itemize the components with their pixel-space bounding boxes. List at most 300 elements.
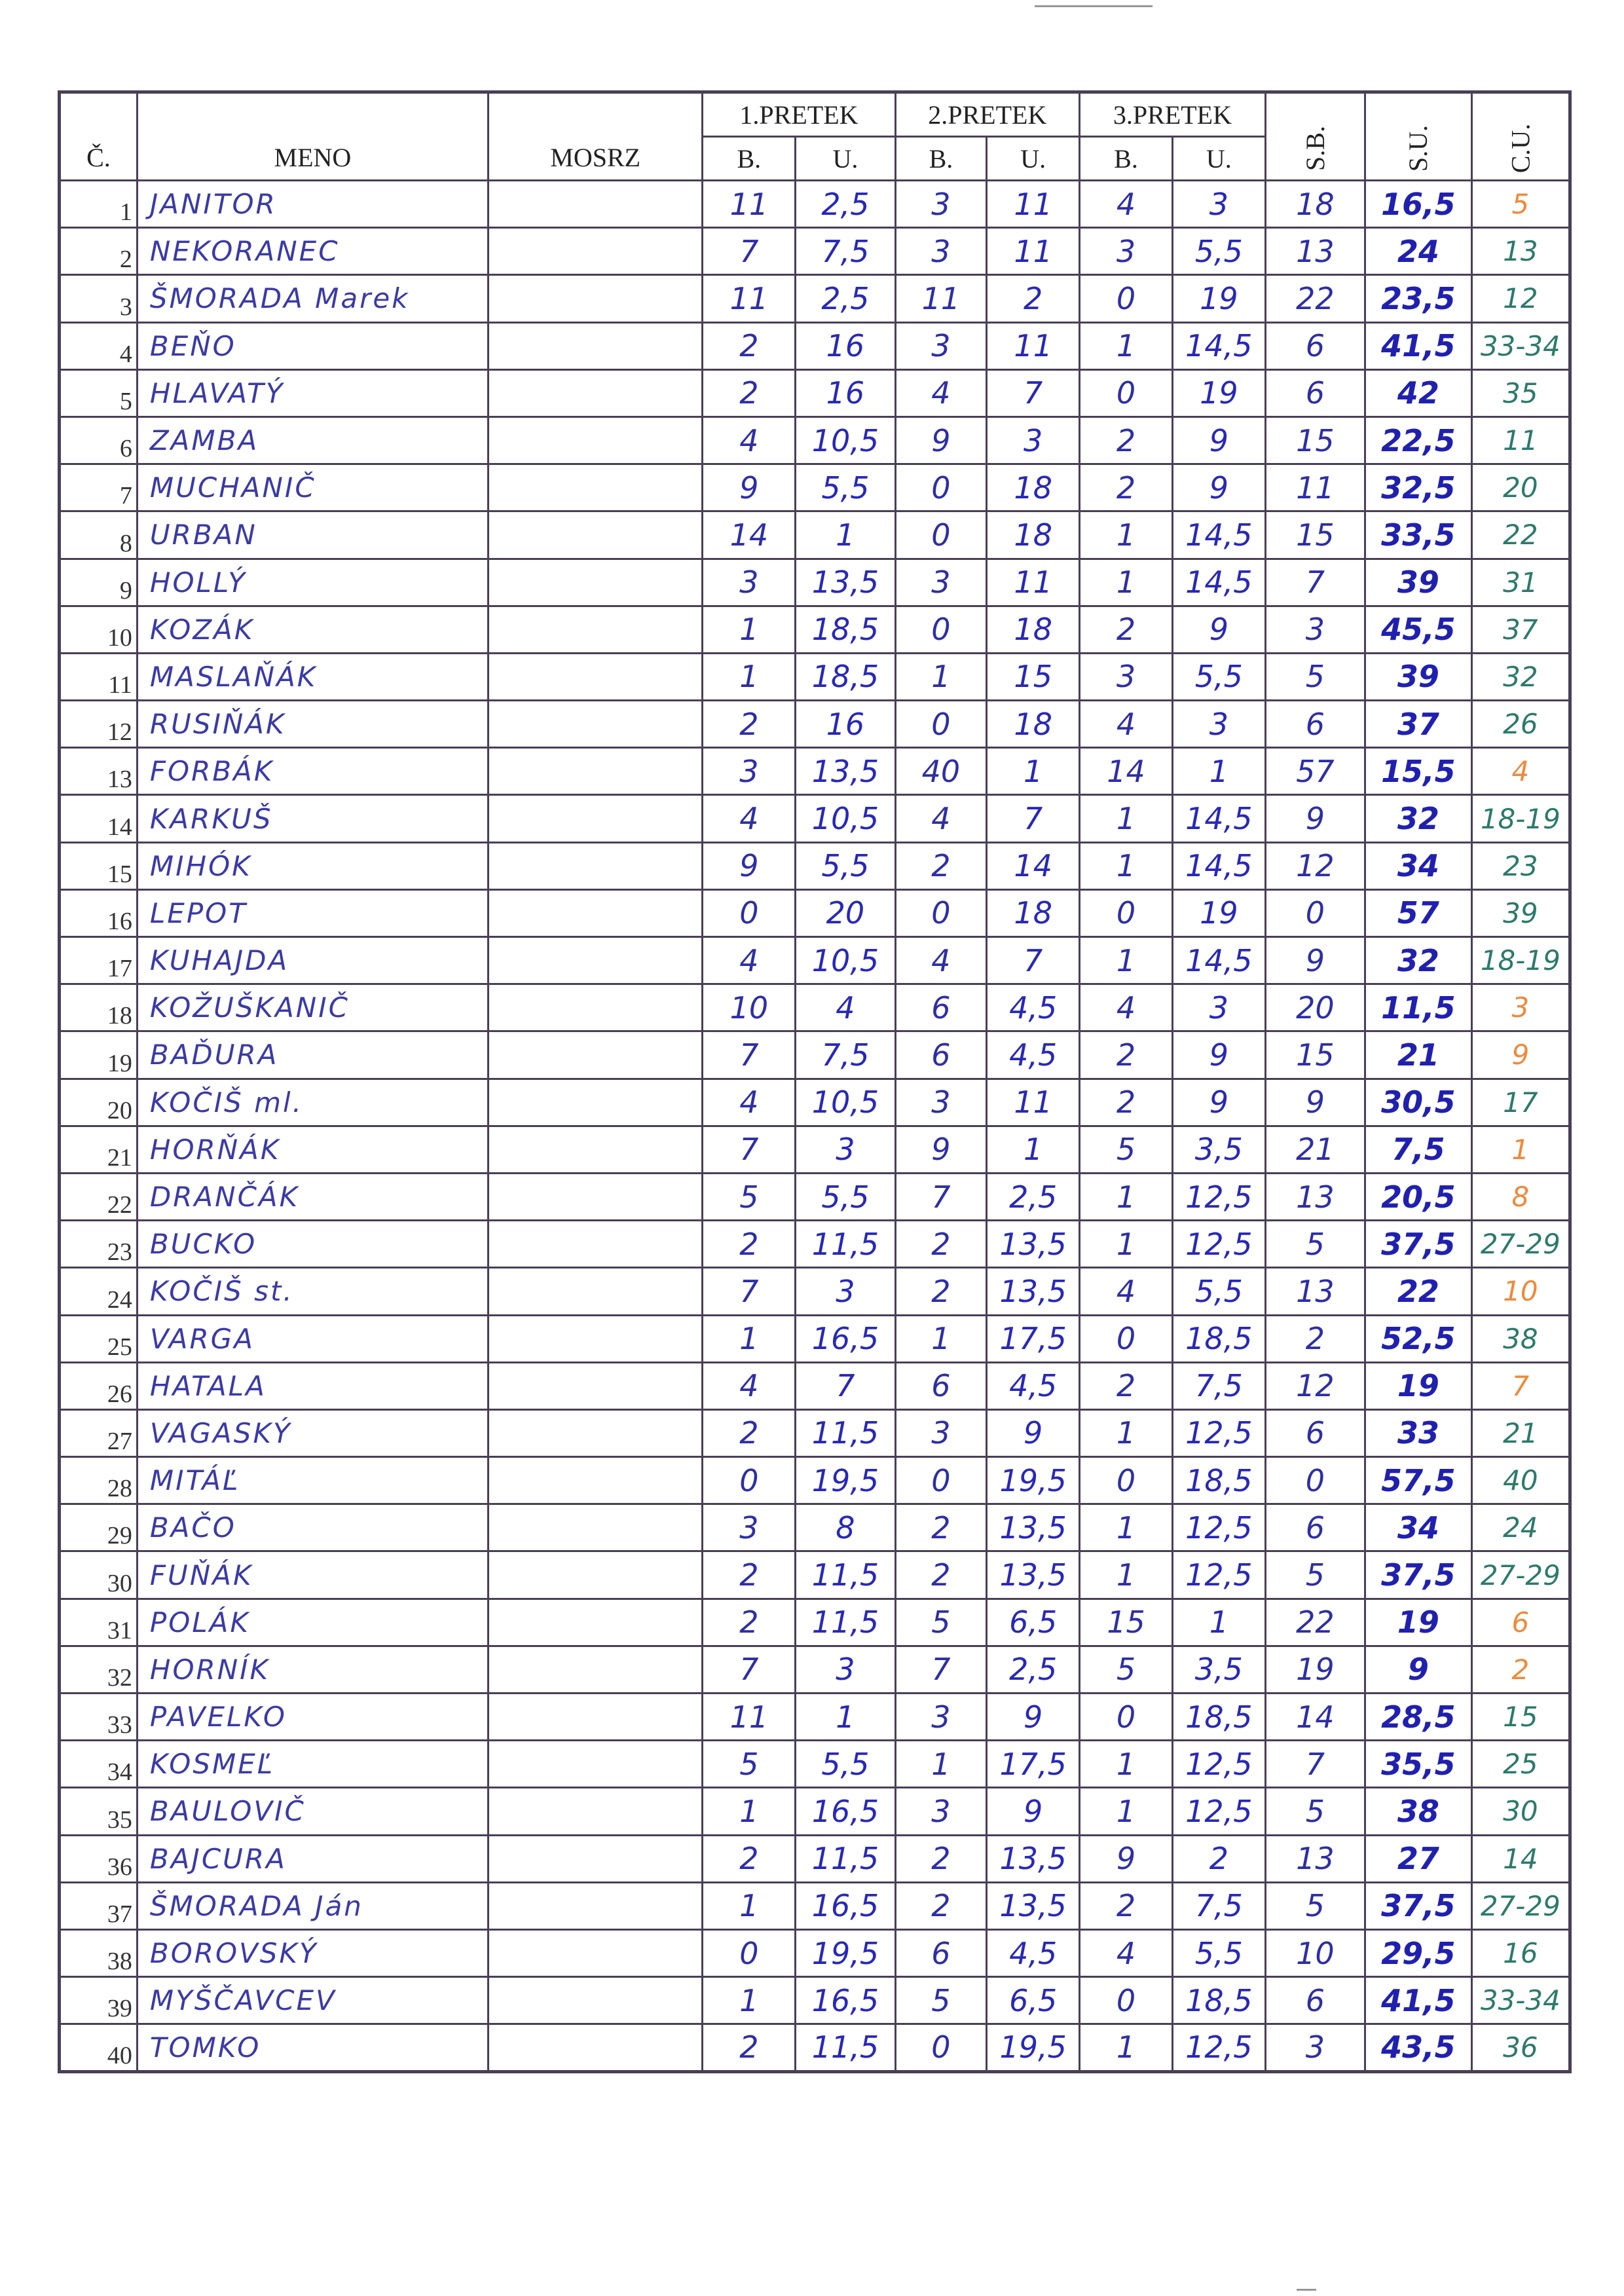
race-2-points: 4 [895,937,987,984]
race-2-points: 6 [895,1031,987,1079]
mosrz-cell [488,1835,702,1882]
race-1-placing: 13,5 [796,559,895,606]
race-1-points: 11 [703,275,796,322]
sum-points: 5 [1265,1788,1365,1835]
row-number: 28 [60,1457,138,1504]
sum-placings: 39 [1365,559,1472,606]
table-row [60,1977,1570,2024]
mosrz-cell [488,559,702,606]
sum-placings: 19 [1365,1599,1472,1646]
mosrz-cell [488,1741,702,1788]
race-3-points: 2 [1080,1362,1173,1409]
sum-points: 7 [1265,1741,1365,1788]
race-1-points: 3 [703,559,796,606]
competitor-name: NEKORANEC [137,228,488,275]
row-number: 21 [60,1126,138,1173]
race-1-points: 5 [703,1741,796,1788]
mosrz-cell [488,842,702,889]
mosrz-cell [488,889,702,936]
sum-placings: 20,5 [1365,1173,1472,1220]
race-2-points: 0 [895,889,987,936]
race-3-placing: 3 [1172,181,1265,228]
race-1-points: 2 [703,1221,796,1268]
sum-points: 13 [1265,1173,1365,1220]
mosrz-cell [488,1221,702,1268]
race-1-points: 0 [703,889,796,936]
race-3-points: 4 [1080,701,1173,748]
race-2-placing: 9 [987,1409,1080,1456]
sum-points: 5 [1265,1221,1365,1268]
race-1-points: 7 [703,1268,796,1315]
row-number: 2 [60,228,138,275]
table-row [60,275,1570,322]
mosrz-cell [488,748,702,795]
header-mosrz: MOSRZ [488,92,702,181]
competitor-name: BAJCURA [137,1835,488,1882]
race-1-placing: 5,5 [796,842,895,889]
race-1-points: 11 [703,181,796,228]
mosrz-cell [488,1315,702,1362]
table-row [60,1409,1570,1456]
overall-place: 3 [1471,984,1570,1031]
race-2-placing: 13,5 [987,1882,1080,1929]
header-race-2-points: B. [895,137,987,181]
competitor-name: HORNÍK [137,1646,488,1693]
row-number: 11 [60,653,138,700]
mosrz-cell [488,2024,702,2071]
sum-points: 13 [1265,1835,1365,1882]
race-2-placing: 13,5 [987,1504,1080,1551]
race-3-points: 2 [1080,606,1173,653]
race-2-points: 5 [895,1977,987,2024]
race-2-placing: 4,5 [987,1362,1080,1409]
overall-place: 2 [1471,1646,1570,1693]
table-row [60,1126,1570,1173]
mosrz-cell [488,1551,702,1599]
race-2-placing: 18 [987,701,1080,748]
race-1-placing: 19,5 [796,1457,895,1504]
mosrz-cell [488,1457,702,1504]
race-2-placing: 6,5 [987,1977,1080,2024]
sum-placings: 38 [1365,1788,1472,1835]
race-1-placing: 16,5 [796,1882,895,1929]
table-row [60,1694,1570,1741]
sum-points: 19 [1265,1646,1365,1693]
header-number: Č. [60,92,138,181]
race-2-placing: 9 [987,1788,1080,1835]
race-3-points: 1 [1080,559,1173,606]
race-3-placing: 12,5 [1172,1504,1265,1551]
overall-place: 27-29 [1471,1882,1570,1929]
row-number: 25 [60,1315,138,1362]
mosrz-cell [488,1079,702,1126]
row-number: 14 [60,795,138,842]
sum-placings: 30,5 [1365,1079,1472,1126]
competitor-name: FORBÁK [137,748,488,795]
overall-place: 11 [1471,417,1570,464]
race-3-points: 2 [1080,417,1173,464]
mosrz-cell [488,606,702,653]
sum-points: 9 [1265,937,1365,984]
race-3-placing: 9 [1172,1031,1265,1079]
race-2-points: 3 [895,1694,987,1741]
sum-points: 22 [1265,275,1365,322]
sum-placings: 23,5 [1365,275,1472,322]
sum-placings: 32 [1365,795,1472,842]
competitor-name: HOLLÝ [137,559,488,606]
race-1-points: 0 [703,1457,796,1504]
competitor-name: BAĎURA [137,1031,488,1079]
race-1-placing: 13,5 [796,748,895,795]
sum-placings: 41,5 [1365,1977,1472,2024]
race-1-points: 11 [703,1694,796,1741]
overall-place: 27-29 [1471,1551,1570,1599]
race-3-points: 1 [1080,322,1173,369]
row-number: 23 [60,1221,138,1268]
overall-place: 33-34 [1471,1977,1570,2024]
race-2-points: 3 [895,1079,987,1126]
race-3-points: 4 [1080,1268,1173,1315]
header-race-3: 3.PRETEK [1080,92,1266,137]
race-3-placing: 18,5 [1172,1315,1265,1362]
race-2-placing: 17,5 [987,1315,1080,1362]
header-name: MENO [137,92,488,181]
overall-place: 22 [1471,511,1570,559]
table-row [60,559,1570,606]
header-race-2: 2.PRETEK [895,92,1080,137]
race-1-points: 5 [703,1173,796,1220]
sum-placings: 32 [1365,937,1472,984]
row-number: 5 [60,369,138,417]
overall-place: 31 [1471,559,1570,606]
race-1-placing: 11,5 [796,2024,895,2071]
sum-points: 14 [1265,1694,1365,1741]
table-row [60,606,1570,653]
race-3-points: 2 [1080,1079,1173,1126]
competitor-name: HATALA [137,1362,488,1409]
sum-placings: 57,5 [1365,1457,1472,1504]
sum-placings: 39 [1365,653,1472,700]
overall-place: 5 [1471,181,1570,228]
race-3-points: 0 [1080,1694,1173,1741]
overall-place: 21 [1471,1409,1570,1456]
sum-placings: 37,5 [1365,1882,1472,1929]
race-3-placing: 12,5 [1172,1173,1265,1220]
race-1-points: 4 [703,1362,796,1409]
mosrz-cell [488,1126,702,1173]
table-row [60,1646,1570,1693]
race-3-placing: 2 [1172,1835,1265,1882]
sum-points: 10 [1265,1929,1365,1976]
competitor-name: MIHÓK [137,842,488,889]
race-3-points: 0 [1080,1315,1173,1362]
race-1-placing: 10,5 [796,795,895,842]
row-number: 35 [60,1788,138,1835]
mosrz-cell [488,1646,702,1693]
sum-points: 5 [1265,653,1365,700]
table-row [60,417,1570,464]
overall-place: 40 [1471,1457,1570,1504]
race-1-placing: 16,5 [796,1977,895,2024]
sum-placings: 34 [1365,842,1472,889]
race-1-placing: 16 [796,369,895,417]
race-1-points: 4 [703,1079,796,1126]
competitor-name: ZAMBA [137,417,488,464]
race-3-placing: 5,5 [1172,228,1265,275]
race-3-placing: 5,5 [1172,1268,1265,1315]
sum-points: 6 [1265,1977,1365,2024]
race-2-points: 7 [895,1646,987,1693]
race-1-placing: 18,5 [796,653,895,700]
race-2-placing: 11 [987,559,1080,606]
race-2-points: 3 [895,181,987,228]
competitor-name: ŠMORADA Marek [137,275,488,322]
race-3-placing: 18,5 [1172,1694,1265,1741]
table-row [60,1504,1570,1551]
race-2-points: 2 [895,1221,987,1268]
header-sum-placings-label: S.U. [1403,124,1433,172]
mosrz-cell [488,1882,702,1929]
row-number: 31 [60,1599,138,1646]
header-race-1-placing: U. [796,137,895,181]
competitor-name: KOČIŠ ml. [137,1079,488,1126]
race-2-placing: 13,5 [987,1268,1080,1315]
overall-place: 18-19 [1471,937,1570,984]
race-1-placing: 5,5 [796,1173,895,1220]
race-2-points: 2 [895,1835,987,1882]
competitor-name: KOZÁK [137,606,488,653]
header-sum-points [1265,92,1365,181]
row-number: 38 [60,1929,138,1976]
race-1-points: 2 [703,1409,796,1456]
race-2-placing: 17,5 [987,1741,1080,1788]
race-2-points: 3 [895,1409,987,1456]
race-2-points: 7 [895,1173,987,1220]
race-3-placing: 14,5 [1172,842,1265,889]
row-number: 27 [60,1409,138,1456]
race-3-points: 15 [1080,1599,1173,1646]
race-3-points: 1 [1080,511,1173,559]
table-row [60,1835,1570,1882]
table-row [60,937,1570,984]
competitor-name: BEŇO [137,322,488,369]
results-table [58,90,1572,2073]
table-row [60,228,1570,275]
race-1-points: 3 [703,1504,796,1551]
race-1-placing: 18,5 [796,606,895,653]
sum-placings: 22 [1365,1268,1472,1315]
race-1-points: 2 [703,1551,796,1599]
mosrz-cell [488,1977,702,2024]
sum-placings: 22,5 [1365,417,1472,464]
race-1-points: 1 [703,606,796,653]
race-2-points: 0 [895,464,987,511]
race-2-placing: 18 [987,511,1080,559]
race-1-placing: 3 [796,1268,895,1315]
scan-mark-bottom [1297,2289,1316,2291]
table-row [60,984,1570,1031]
competitor-name: TOMKO [137,2024,488,2071]
sum-placings: 41,5 [1365,322,1472,369]
race-2-points: 1 [895,1741,987,1788]
race-2-placing: 6,5 [987,1599,1080,1646]
row-number: 9 [60,559,138,606]
race-1-placing: 20 [796,889,895,936]
competitor-name: POLÁK [137,1599,488,1646]
race-3-points: 3 [1080,653,1173,700]
race-1-points: 4 [703,417,796,464]
mosrz-cell [488,511,702,559]
competitor-name: BOROVSKÝ [137,1929,488,1976]
race-3-placing: 12,5 [1172,1788,1265,1835]
overall-place: 15 [1471,1694,1570,1741]
row-number: 34 [60,1741,138,1788]
table-row [60,1268,1570,1315]
header-sum-placings [1365,92,1472,181]
sum-placings: 34 [1365,1504,1472,1551]
sum-points: 13 [1265,228,1365,275]
mosrz-cell [488,1929,702,1976]
table-row [60,322,1570,369]
race-2-points: 2 [895,842,987,889]
sum-placings: 45,5 [1365,606,1472,653]
race-2-points: 40 [895,748,987,795]
race-1-points: 9 [703,842,796,889]
race-3-placing: 19 [1172,369,1265,417]
race-3-placing: 14,5 [1172,937,1265,984]
race-2-placing: 11 [987,181,1080,228]
competitor-name: KOŽUŠKANIČ [137,984,488,1031]
mosrz-cell [488,1409,702,1456]
competitor-name: MYŠČAVCEV [137,1977,488,2024]
race-3-placing: 3 [1172,984,1265,1031]
race-1-placing: 10,5 [796,937,895,984]
mosrz-cell [488,937,702,984]
race-2-points: 2 [895,1551,987,1599]
table-row [60,748,1570,795]
race-1-placing: 5,5 [796,464,895,511]
row-number: 15 [60,842,138,889]
race-1-placing: 16,5 [796,1788,895,1835]
sum-placings: 32,5 [1365,464,1472,511]
race-2-points: 0 [895,606,987,653]
overall-place: 7 [1471,1362,1570,1409]
race-1-points: 7 [703,228,796,275]
race-2-points: 0 [895,511,987,559]
race-3-placing: 3,5 [1172,1646,1265,1693]
sum-placings: 16,5 [1365,181,1472,228]
sum-placings: 9 [1365,1646,1472,1693]
competitor-name: FUŇÁK [137,1551,488,1599]
sum-points: 7 [1265,559,1365,606]
race-3-placing: 5,5 [1172,1929,1265,1976]
sum-placings: 37,5 [1365,1221,1472,1268]
row-number: 30 [60,1551,138,1599]
overall-place: 13 [1471,228,1570,275]
sum-placings: 28,5 [1365,1694,1472,1741]
race-1-points: 4 [703,937,796,984]
race-2-points: 2 [895,1504,987,1551]
mosrz-cell [488,369,702,417]
race-2-placing: 1 [987,1126,1080,1173]
row-number: 13 [60,748,138,795]
race-3-points: 4 [1080,984,1173,1031]
race-2-points: 4 [895,795,987,842]
sum-points: 6 [1265,369,1365,417]
row-number: 39 [60,1977,138,2024]
overall-place: 18-19 [1471,795,1570,842]
table-row [60,701,1570,748]
table-row [60,1221,1570,1268]
race-1-placing: 10,5 [796,417,895,464]
race-2-placing: 7 [987,795,1080,842]
race-2-placing: 2 [987,275,1080,322]
row-number: 6 [60,417,138,464]
race-1-placing: 16 [796,322,895,369]
sum-placings: 11,5 [1365,984,1472,1031]
race-2-points: 3 [895,322,987,369]
race-3-points: 5 [1080,1646,1173,1693]
competitor-name: VAGASKÝ [137,1409,488,1456]
race-3-placing: 12,5 [1172,1221,1265,1268]
race-3-points: 1 [1080,1409,1173,1456]
row-number: 33 [60,1694,138,1741]
table-row [60,511,1570,559]
race-1-placing: 11,5 [796,1409,895,1456]
race-1-points: 2 [703,1835,796,1882]
race-3-points: 4 [1080,181,1173,228]
race-3-points: 2 [1080,1031,1173,1079]
race-3-points: 1 [1080,2024,1173,2071]
race-3-placing: 18,5 [1172,1977,1265,2024]
row-number: 19 [60,1031,138,1079]
table-row [60,1457,1570,1504]
header-race-2-placing: U. [987,137,1080,181]
sum-placings: 42 [1365,369,1472,417]
overall-place: 16 [1471,1929,1570,1976]
row-number: 22 [60,1173,138,1220]
competitor-name: JANITOR [137,181,488,228]
mosrz-cell [488,181,702,228]
race-3-placing: 9 [1172,464,1265,511]
race-3-points: 1 [1080,937,1173,984]
header-overall-place [1471,92,1570,181]
table-row [60,1882,1570,1929]
overall-place: 10 [1471,1268,1570,1315]
overall-place: 26 [1471,701,1570,748]
race-2-placing: 7 [987,937,1080,984]
row-number: 29 [60,1504,138,1551]
race-1-points: 1 [703,1315,796,1362]
mosrz-cell [488,1173,702,1220]
row-number: 12 [60,701,138,748]
race-3-placing: 14,5 [1172,559,1265,606]
race-1-placing: 1 [796,511,895,559]
mosrz-cell [488,1788,702,1835]
table-row [60,1741,1570,1788]
sum-points: 57 [1265,748,1365,795]
overall-place: 25 [1471,1741,1570,1788]
race-1-placing: 11,5 [796,1835,895,1882]
competitor-name: LEPOT [137,889,488,936]
row-number: 36 [60,1835,138,1882]
race-2-points: 6 [895,1362,987,1409]
sum-placings: 21 [1365,1031,1472,1079]
overall-place: 23 [1471,842,1570,889]
sum-points: 15 [1265,511,1365,559]
race-1-placing: 11,5 [796,1551,895,1599]
row-number: 17 [60,937,138,984]
